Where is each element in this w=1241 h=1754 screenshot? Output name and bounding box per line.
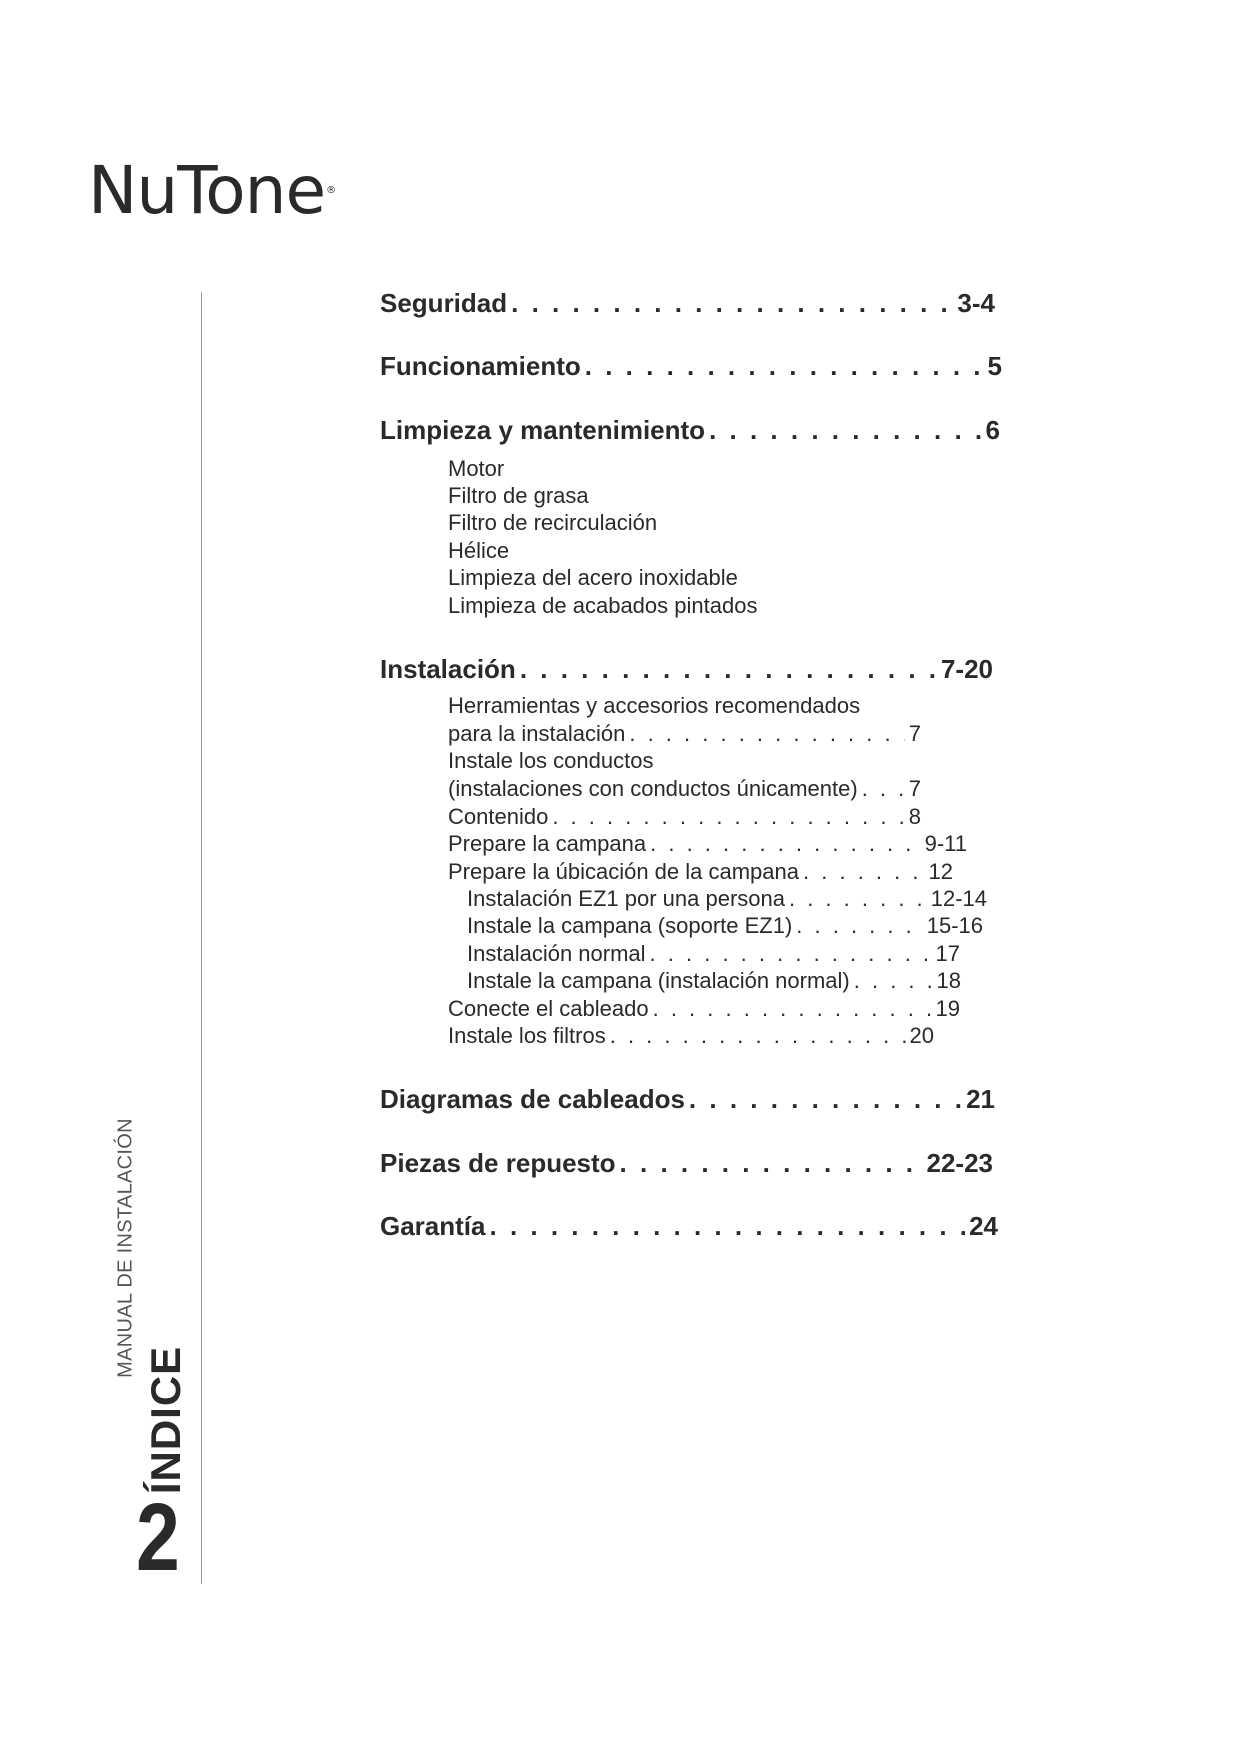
toc-title: Seguridad — [380, 288, 508, 318]
toc-page: 19 — [935, 996, 960, 1021]
toc-title: Limpieza y mantenimiento — [380, 415, 706, 445]
toc-title: Prepare la úbicación de la campana — [448, 859, 800, 884]
toc-title: Conecte el cableado — [448, 996, 649, 1021]
toc-page: 7 — [908, 776, 921, 801]
toc-title: Instale la campana (instalación normal) — [467, 968, 850, 993]
toc-title: Instale los filtros — [448, 1023, 606, 1048]
toc-leader — [689, 1084, 962, 1115]
toc-page: 7 — [908, 721, 921, 746]
toc-leader — [620, 1148, 923, 1179]
toc-page: 3-4 — [957, 288, 995, 318]
page-number: 2 — [136, 1484, 180, 1591]
toc-page: 8 — [908, 804, 921, 829]
toc-entry-funcionamiento[interactable] — [380, 351, 1002, 382]
toc-leader — [650, 831, 920, 857]
nutone-logo — [88, 152, 336, 229]
toc-leader — [709, 415, 981, 446]
toc-subitem-herramientas: Herramientas y accesorios recomendados — [448, 693, 861, 718]
toc-entry-diagramas[interactable] — [380, 1084, 995, 1115]
toc-leader — [796, 913, 922, 939]
toc-subitem-acabados: Limpieza de acabados pintados — [448, 593, 758, 618]
toc-subitem-filtro-grasa: Filtro de grasa — [448, 483, 589, 508]
registered-mark: ® — [326, 185, 336, 196]
toc-subitem-conductos: Instale los conductos — [448, 748, 654, 773]
toc-page: 5 — [987, 351, 1002, 381]
section-title: ÍNDICE — [142, 1345, 189, 1495]
toc-page: 7-20 — [940, 654, 993, 684]
toc-leader — [552, 804, 904, 830]
toc-subitem-normal[interactable] — [467, 941, 960, 967]
toc-subitem-contenido[interactable] — [448, 804, 921, 830]
toc-entry-limpieza[interactable] — [380, 415, 1000, 446]
toc-subitem-campana-normal[interactable] — [467, 968, 961, 994]
toc-subitem-acero: Limpieza del acero inoxidable — [448, 565, 738, 590]
toc-title: Piezas de repuesto — [380, 1148, 616, 1178]
toc-entry-garantia[interactable] — [380, 1211, 998, 1242]
toc-entry-instalacion[interactable] — [380, 654, 993, 685]
toc-leader — [789, 886, 927, 912]
toc-page: 17 — [935, 941, 960, 966]
manual-label: MANUAL DE INSTALACIÓN — [114, 1118, 137, 1378]
brand-name: NuTone — [88, 152, 326, 229]
toc-leader — [610, 1023, 906, 1049]
toc-page: 12-14 — [930, 886, 987, 911]
toc-leader — [511, 288, 953, 319]
toc-title: Instalación normal — [467, 941, 646, 966]
toc-subitem-ez1-soporte[interactable] — [467, 913, 983, 939]
toc-title: Instalación — [380, 654, 516, 684]
toc-entry-seguridad[interactable] — [380, 288, 995, 319]
toc-title: Instale la campana (soporte EZ1) — [467, 913, 793, 938]
toc-title: Funcionamiento — [380, 351, 581, 381]
toc-leader — [585, 351, 984, 382]
toc-leader — [854, 968, 933, 994]
toc-entry-piezas[interactable] — [380, 1148, 993, 1179]
toc-title: Contenido — [448, 804, 549, 829]
toc-page: 24 — [969, 1211, 998, 1241]
toc-subitem-conductos-cont[interactable] — [448, 776, 921, 802]
toc-subitem-prepare-ubicacion[interactable] — [448, 859, 953, 885]
toc-subitem-cableado[interactable] — [448, 996, 960, 1022]
toc-leader — [862, 776, 905, 802]
toc-page: 18 — [936, 968, 961, 993]
toc-page: 9-11 — [924, 831, 967, 856]
toc-subitem-prepare-campana[interactable] — [448, 831, 967, 857]
toc-subitem-helice: Hélice — [448, 538, 510, 563]
toc-leader — [490, 1211, 966, 1242]
toc-title: Prepare la campana — [448, 831, 647, 856]
sidebar-divider — [201, 292, 202, 1584]
toc-title: Garantía — [380, 1211, 486, 1241]
toc-subitem-herramientas-cont[interactable] — [448, 721, 921, 747]
toc-leader — [653, 996, 932, 1022]
toc-page: 12 — [928, 859, 953, 884]
toc-page: 15-16 — [926, 913, 983, 938]
toc-title: para la instalación — [448, 721, 626, 746]
toc-leader — [650, 941, 932, 967]
toc-page: 21 — [966, 1084, 995, 1114]
toc-page: 22-23 — [926, 1148, 993, 1178]
toc-title: (instalaciones con conductos únicamente) — [448, 776, 858, 801]
toc-subitem-filtro-recirculacion: Filtro de recirculación — [448, 510, 658, 535]
toc-subitem-ez1-persona[interactable] — [467, 886, 987, 912]
toc-subitem-filtros[interactable] — [448, 1023, 934, 1049]
toc-title: Instalación EZ1 por una persona — [467, 886, 785, 911]
toc-subitem-motor: Motor — [448, 456, 505, 481]
toc-leader — [803, 859, 925, 885]
toc-page: 6 — [985, 415, 1000, 445]
toc-leader — [629, 721, 904, 747]
toc-page: 20 — [909, 1023, 934, 1048]
toc-title: Diagramas de cableados — [380, 1084, 685, 1114]
toc-leader — [520, 654, 937, 685]
